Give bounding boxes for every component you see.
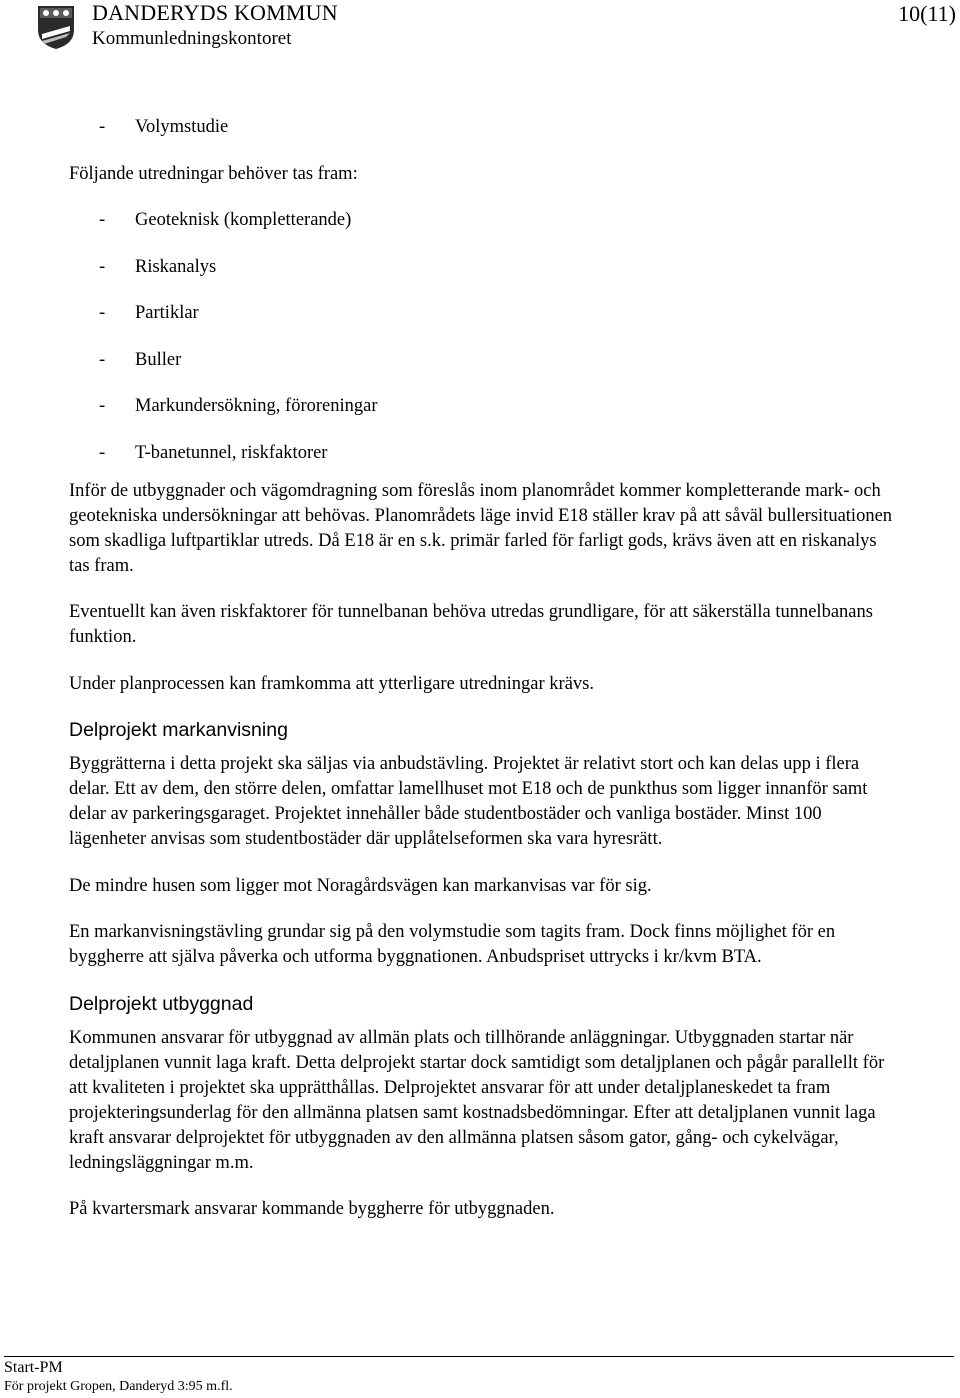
paragraph: På kvartersmark ansvarar kommande byggherre för utbyggnaden. — [69, 1199, 555, 1219]
list-item: - Geoteknisk (kompletterande) — [99, 210, 352, 230]
department-name: Kommunledningskontoret — [92, 28, 292, 49]
document-body — [69, 115, 899, 1244]
paragraph: Eventuellt kan även riskfaktorer för tunnelbanan behöva utredas grundligare, för att säkerställa tunnelbanans funktion. — [69, 602, 873, 647]
section-heading: Delprojekt markanvisning — [69, 719, 288, 741]
paragraph: Inför de utbyggnader och vägomdragning som föreslås inom planområdet kommer kompletterande mark- och geotekniska undersökningar att behövas. Planområdets läge invid E18 ställer krav på att såväl bullersituationen som skadliga luftpartiklar utreds. Då E18 är en s.k. primär farled för farligt gods, krävs även att en riskanalys tas fram. — [69, 480, 893, 576]
paragraph: Kommunen ansvarar för utbyggnad av allmän plats och tillhörande anläggningar. Utbyggnaden startar när detaljplanen vunnit laga kraft. Detta delprojekt startar dock samtidigt som detaljplanen och pågår parallellt för att kvaliteten i projektet ska upprätthållas. Delprojektet ansvarar för att under detaljplaneskedet ta fram projekteringsunderlag för den allmänna platsen samt kostnadsbedömningar. Efter att detaljplanen vunnit laga kraft ansvarar delprojektet för utbyggnaden av den allmänna platsen såsom gator, gång- och cykelvägar, ledningsläggningar m.m. — [69, 1027, 885, 1173]
footer-title: Start-PM — [4, 1359, 63, 1376]
list-item: - Partiklar — [99, 303, 199, 323]
page-number: 10(11) — [898, 1, 956, 26]
paragraph: En markanvisningstävling grundar sig på den volymstudie som tagits fram. Dock finns möjlighet för en byggherre att själva påverka och utforma byggnationen. Anbudspriset uttrycks i kr/kvm BTA. — [69, 922, 836, 967]
paragraph: Byggrätterna i detta projekt ska säljas via anbudstävling. Projektet är relativt stort och kan delas upp i flera delar. Ett av dem, den större delen, omfattar lamellhuset mot E18 och de punkthus som ligger innanför samt delar av parkeringsgaraget. Projektet innehåller både studentbostäder och vanliga bostäder. Minst 100 lägenheter anvisas som studentbostäder där upplåtelseformen ska vara hyresrätt. — [69, 754, 868, 849]
list-item: - Markundersökning, föroreningar — [99, 396, 378, 416]
paragraph: Under planprocessen kan framkomma att ytterligare utredningar krävs. — [69, 673, 595, 694]
list-item: - Riskanalys — [99, 256, 217, 277]
footer-divider — [4, 1356, 954, 1357]
list-item: - Volymstudie — [99, 117, 229, 137]
section-heading: Delprojekt utbyggnad — [69, 992, 254, 1015]
municipal-coat-of-arms-icon — [36, 4, 76, 50]
paragraph: De mindre husen som ligger mot Noragårdsvägen kan markanvisas var för sig. — [69, 875, 652, 896]
list-intro: Följande utredningar behöver tas fram: — [69, 163, 358, 184]
list-item: - Buller — [99, 349, 182, 370]
organization-name: DANDERYDS KOMMUN — [92, 0, 338, 25]
footer-subtitle: För projekt Gropen, Danderyd 3:95 m.fl. — [4, 1379, 233, 1394]
list-item: - T-banetunnel, riskfaktorer — [99, 442, 328, 463]
